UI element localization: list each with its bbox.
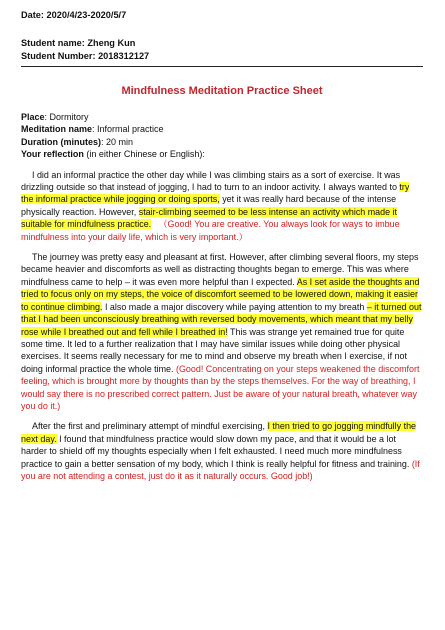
p1-text-a: I did an informal practice the other day while I was climbing stairs as a sort of exercise. It was drizzling outside so that instead of jogging, I had to turn to an indoor activity. I always wanted to [21,169,401,193]
p3-highlight-1: I then tried to go jogging mindfully the next day. [21,421,417,444]
p2-text-c: This was strange yet remained true for quite some time. It led to a further realization that I may have similar issues while doing other physical exercises. It seems really necessary for me to mind and observe my breath when I exercise, if not doing informal practice the whole time. [21,326,407,374]
place-value: : Dormitory [44,112,89,122]
p1-text-b: yet it was really hard because of the intense physically reaction. However, [21,194,397,217]
student-number: Student Number: 2018312127 [21,51,150,61]
meditation-value: : Informal practice [92,124,164,135]
meta-meditation [21,123,423,135]
p1-highlight-2: stair-climbing seemed to be less intense an activity which made it suitable for mindfulness practice. [21,206,398,230]
p2-text-a: The journey was pretty easy and pleasant at first. However, after climbing several floors, my steps became heavier and discomforts as well as distracting thoughts began to emerge. This was where mindfulness came to help – it was even more helpful than I expected. [21,252,419,287]
meditation-label: Meditation name [21,124,93,135]
meta-reflection [21,148,423,160]
p1-highlight-1: try the informal practice while jogging or doing sports, [21,182,410,205]
sheet-title: Mindfulness Meditation Practice Sheet [121,85,323,97]
place-label: Place [21,112,45,122]
p3-teacher-comment: (If you are not attending a contest, just do it as it naturally occurs. Good job!) [21,458,420,481]
p1-teacher-comment: （Good! You are creative. You always look for ways to imbue mindfulness into your daily life, which is very important.） [21,219,400,242]
student-name: Student name: Zheng Kun [21,38,136,48]
reflection-paragraph-2 [21,251,423,412]
p3-text-a: After the first and preliminary attempt of mindful exercising, [32,421,268,432]
reflection-paragraph-1 [21,169,423,243]
header-divider [21,66,423,67]
reflection-label: Your reflection [21,149,84,160]
p2-text-b: I also made a major discovery while paying attention to my breath [102,301,367,312]
p2-highlight-2: – it turned out that I had been unconsciously breathing with reversed body movements, which meant that my belly rose while I breathed out and fell while I breathed in! [21,301,422,337]
duration-label: Duration (minutes) [21,136,101,147]
duration-value: : 20 min [101,136,134,147]
p3-text-b: I found that mindfulness practice would slow down my pace, and that it would be a lot harder to shield off my thoughts especially when I felt exhausted. I need much more mindfulness practice to gain a better sensation of my body, which I think is really helpful for fitness and training. [21,433,412,469]
reflection-value: (in either Chinese or English): [83,149,205,160]
meta-place [21,111,423,123]
meta-duration [21,136,423,148]
date-line: Date: 2020/4/23-2020/5/7 [21,10,127,20]
p2-teacher-comment: (Good! Concentrating on your steps weakened the discomfort feeling, which is brought more by thoughts than by the steps themselves. For the way of breathing, I would say there is no prescribed correct pattern. Just be aware of your natural breath, whatever way you do it.) [21,363,420,411]
p1-text-c [151,219,158,229]
p2-highlight-1: As I set aside the thoughts and tried to focus only on my steps, the voice of discomfort seemed to be lowered down, making it easier to continue climbing. [21,276,420,312]
reflection-paragraph-3 [21,420,423,482]
